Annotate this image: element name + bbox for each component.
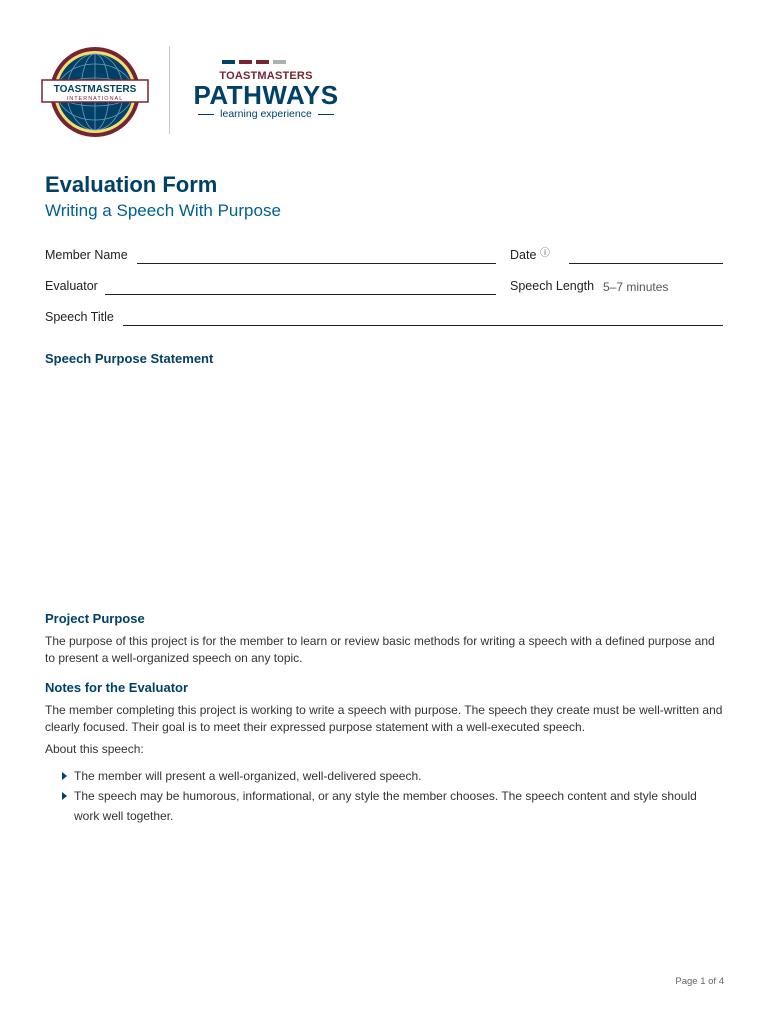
list-item [62, 786, 722, 826]
page-number: Page 1 of 4 [675, 976, 724, 987]
evaluator-label: Evaluator [45, 279, 98, 293]
toastmasters-seal-logo [40, 45, 150, 140]
purpose-statement-area[interactable] [45, 372, 723, 592]
bullet-arrow-icon [62, 772, 67, 780]
list-item [62, 766, 722, 786]
info-icon: ⓘ [540, 248, 550, 259]
seal-subtext: INTERNATIONAL [66, 96, 124, 102]
logo-divider [169, 46, 170, 134]
bullet-text: The member will present a well-organized, well-delivered speech. [74, 769, 422, 783]
brand-stripe [239, 60, 252, 64]
speech-title-label: Speech Title [45, 310, 114, 324]
bullet-text: The speech may be humorous, informational, or any style the member chooses. The speech content and style should work well together. [74, 789, 697, 823]
speech-length-value: 5–7 minutes [603, 280, 669, 294]
page-title: Evaluation Form [45, 172, 218, 197]
seal-text: TOASTMASTERS [53, 84, 137, 95]
date-label: Date [510, 248, 537, 262]
speech-length-label: Speech Length [510, 279, 595, 293]
project-purpose-text: The purpose of this project is for the member to learn or review basic methods for writing a speech with a defined purpose and to present a well-organized speech on any topic. [45, 634, 715, 665]
brand-stripe [222, 60, 235, 64]
pathways-logo [190, 60, 342, 124]
brand-stripe [273, 60, 286, 64]
tagline-rule [198, 114, 214, 115]
brand-tagline [190, 108, 342, 120]
notes-heading: Notes for the Evaluator [45, 680, 189, 695]
brand-main-text: PATHWAYS [193, 80, 339, 110]
evaluator-field[interactable] [105, 294, 496, 295]
member-name-field[interactable] [137, 263, 496, 264]
brand-stripe [256, 60, 269, 64]
about-label: About this speech: [45, 742, 144, 756]
brand-top-text: TOASTMASTERS [219, 70, 313, 82]
member-name-label: Member Name [45, 248, 128, 262]
tagline-rule [318, 114, 334, 115]
notes-text: The member completing this project is working to write a speech with purpose. The speech they create must be well-written and clearly focused. Their goal is to meet their expressed purpose statement with a well-executed speech. [45, 703, 723, 734]
page-subtitle: Writing a Speech With Purpose [45, 201, 281, 220]
date-field[interactable] [569, 263, 723, 264]
bullet-arrow-icon [62, 792, 67, 800]
speech-title-field[interactable] [123, 325, 723, 326]
purpose-statement-heading: Speech Purpose Statement [45, 351, 214, 366]
about-list [62, 766, 722, 826]
project-purpose-heading: Project Purpose [45, 611, 145, 626]
brand-sub-text: learning experience [220, 108, 312, 120]
brand-stripes [222, 60, 286, 64]
